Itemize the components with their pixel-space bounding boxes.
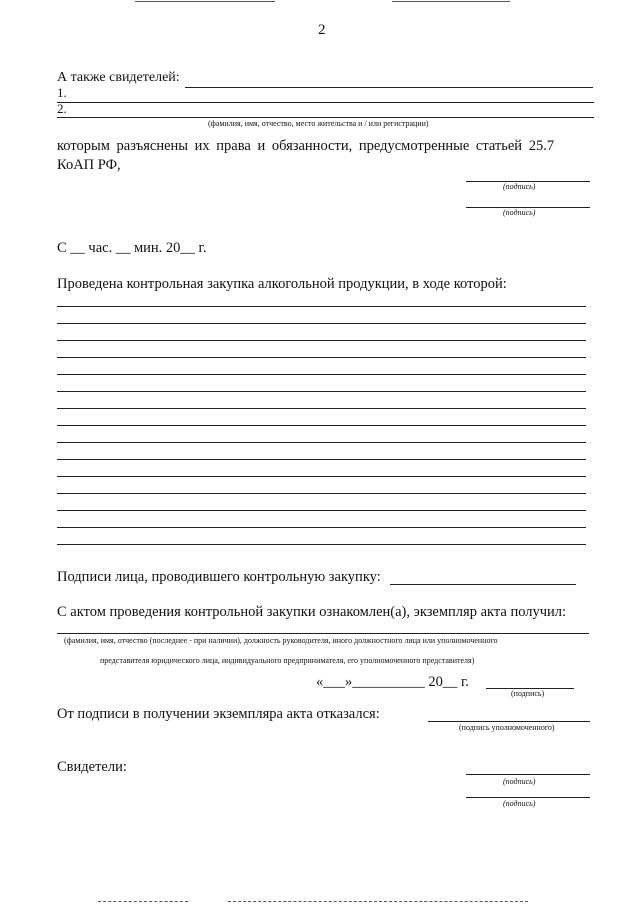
ruled-line [57,306,586,307]
ruled-line [57,340,586,341]
witness-item-2: 2. [57,101,67,116]
ruled-line [57,493,586,494]
ruled-line [57,476,586,477]
purchase-heading: Проведена контрольная закупка алкогольной продукции, в ходе которой: [57,276,507,292]
authorized-signature-caption: (подпись уполномоченного) [459,723,555,732]
top-scan-line [135,1,275,2]
witness-signature-line-2 [466,797,590,798]
witnesses-label: Свидетели: [57,759,127,775]
refused-text: От подписи в получении экземпляра акта отказался: [57,706,380,722]
ruled-line [57,527,586,528]
bottom-scan-artifact [228,901,528,902]
ruled-line [57,459,586,460]
top-scan-line-right [392,1,510,2]
page-number: 2 [318,22,326,38]
ruled-line [57,357,586,358]
signatures-person-line [390,584,576,585]
date-signature-caption: (подпись) [511,689,545,698]
witness-signature-caption-2: (подпись) [503,799,536,808]
rights-text-line-1: которым разъяснены их права и обязанности, предусмотренные статьей 25.7 [57,138,555,154]
acquainted-text: С актом проведения контрольной закупки ознакомлен(а), экземпляр акта получил: [57,604,567,620]
ruled-line [57,425,586,426]
ruled-line [57,323,586,324]
witnesses-caption: (фамилия, имя, отчество, место жительства и / или регистрации) [208,119,429,128]
time-line: С __ час. __ мин. 20__ г. [57,240,207,256]
signatures-person-label: Подписи лица, проводившего контрольную закупку: [57,569,381,585]
ruled-line [57,408,586,409]
signature-caption-1: (подпись) [503,182,536,191]
witness-line-2 [57,117,594,118]
witness-line-1 [57,102,594,103]
ruled-line [57,510,586,511]
bottom-scan-artifact [98,901,188,902]
acquainted-line [57,633,589,634]
witness-signature-line-1 [466,774,590,775]
ruled-line [57,374,586,375]
witnesses-intro: А также свидетелей: [57,70,180,85]
ruled-line [57,544,586,545]
ruled-line [57,391,586,392]
refused-line [428,721,590,722]
acquainted-caption-2: представителя юридического лица, индивидуального предпринимателя, его уполномоченного представителя) [100,656,475,665]
rights-text-line-2: КоАП РФ, [57,157,121,173]
witness-item-1: 1. [57,85,67,100]
witness-signature-caption-1: (подпись) [503,777,536,786]
date-line: «___»__________ 20__ г. [316,674,469,690]
signature-caption-2: (подпись) [503,208,536,217]
ruled-line [57,442,586,443]
acquainted-caption-1: (фамилия, имя, отчество (последнее - при наличии), должность руководителя, иного должностного лица или уполномоченного [64,636,498,645]
witnesses-intro-line [185,87,593,88]
